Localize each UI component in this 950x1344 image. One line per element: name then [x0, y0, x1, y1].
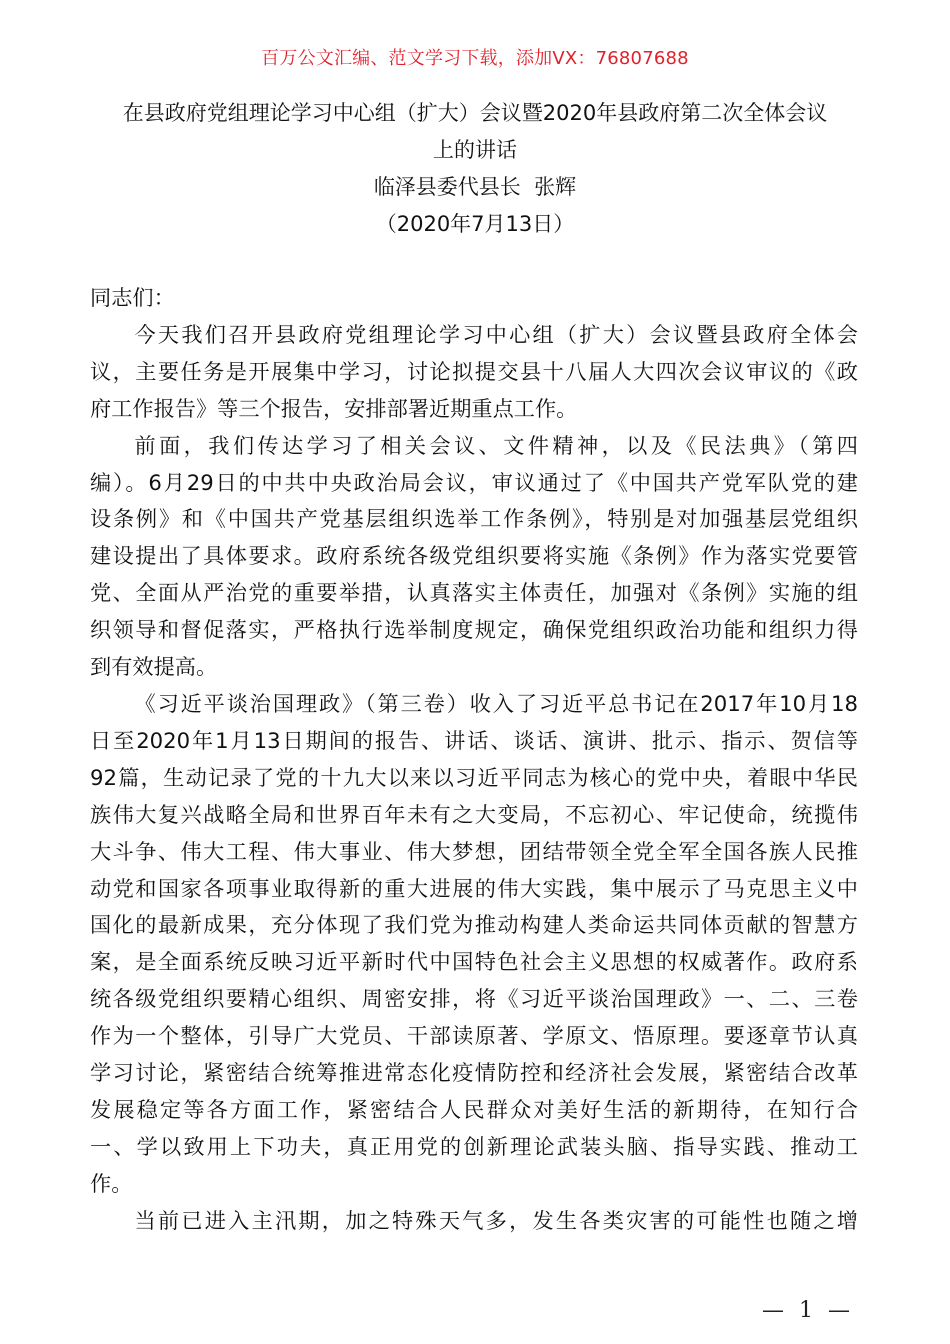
text-line: 建设提出了具体要求。政府系统各级党组织要将实施《条例》作为落实党要管 [90, 543, 858, 569]
text-line: 作。 [90, 1170, 133, 1196]
text-line: 学习讨论，紧密结合统筹推进常态化疫情防控和经济社会发展，紧密结合改革 [90, 1060, 858, 1086]
document-header [0, 95, 950, 243]
text-line: 到有效提高。 [90, 654, 218, 680]
watermark-banner: 百万公文汇编、范文学习下载，添加VX：76807688 [261, 48, 689, 69]
text-line: 作为一个整体，引导广大党员、干部读原著、学原文、悟原理。要逐章节认真 [90, 1023, 858, 1049]
text-line: 党、全面从严治党的重要举措，认真落实主体责任，加强对《条例》实施的组 [90, 580, 858, 606]
text-line: 议，主要任务是开展集中学习，讨论拟提交县十八届人大四次会议审议的《政 [90, 358, 858, 384]
text-line: 织领导和督促落实，严格执行选举制度规定，确保党组织政治功能和组织力得 [90, 617, 858, 643]
text-line: 族伟大复兴战略全局和世界百年未有之大变局，不忘初心、牢记使命，统揽伟 [90, 801, 858, 827]
paragraph-3 [90, 686, 858, 1203]
text-line: 前面，我们传达学习了相关会议、文件精神，以及《民法典》（第四 [134, 432, 858, 458]
document-title-line-1: 在县政府党组理论学习中心组（扩大）会议暨2020年县政府第二次全体会议 [122, 101, 828, 125]
text-line: 《习近平谈治国理政》（第三卷）收入了习近平总书记在2017年10月18 [134, 690, 858, 716]
text-line: 92篇，生动记录了党的十九大以来以习近平同志为核心的党中央，着眼中华民 [90, 764, 858, 790]
paragraph-1 [90, 317, 858, 428]
text-line: 一、学以致用上下功夫，真正用党的创新理论武装头脑、指导实践、推动工 [90, 1133, 858, 1159]
text-line: 当前已进入主汛期，加之特殊天气多，发生各类灾害的可能性也随之增 [134, 1207, 858, 1233]
text-line: 发展稳定等各方面工作，紧密结合人民群众对美好生活的新期待，在知行合 [90, 1096, 858, 1122]
paragraph-2 [90, 428, 858, 686]
document-title-line-2: 上的讲话 [433, 138, 517, 162]
page-number: — 1 — [762, 1298, 854, 1323]
text-line: 动党和国家各项事业取得新的重大进展的伟大实践，集中展示了马克思主义中 [90, 875, 858, 901]
text-line: 案，是全面系统反映习近平新时代中国特色社会主义思想的权威著作。政府系 [90, 949, 858, 975]
text-line: 今天我们召开县政府党组理论学习中心组（扩大）会议暨县政府全体会 [134, 321, 858, 347]
salutation: 同志们： [90, 285, 175, 310]
text-line: 府工作报告》等三个报告，安排部署近期重点工作。 [90, 395, 578, 421]
paragraph-4 [90, 1203, 858, 1240]
text-line: 统各级党组织要精心组织、周密安排，将《习近平谈治国理政》一、二、三卷 [90, 986, 858, 1012]
document-body [90, 280, 858, 1240]
text-line: 大斗争、伟大工程、伟大事业、伟大梦想，团结带领全党全军全国各族人民推 [90, 838, 858, 864]
text-line: 设条例》和《中国共产党基层组织选举工作条例》，特别是对加强基层党组织 [90, 506, 858, 532]
speech-date: （2020年7月13日） [375, 212, 575, 236]
text-line: 编）。6月29日的中共中央政治局会议，审议通过了《中国共产党军队党的建 [90, 469, 858, 495]
speaker-line: 临泽县委代县长 张辉 [373, 175, 577, 199]
text-line: 国化的最新成果，充分体现了我们党为推动构建人类命运共同体贡献的智慧方 [90, 912, 858, 938]
text-line: 日至2020年1月13日期间的报告、讲话、谈话、演讲、批示、指示、贺信等 [90, 727, 858, 753]
